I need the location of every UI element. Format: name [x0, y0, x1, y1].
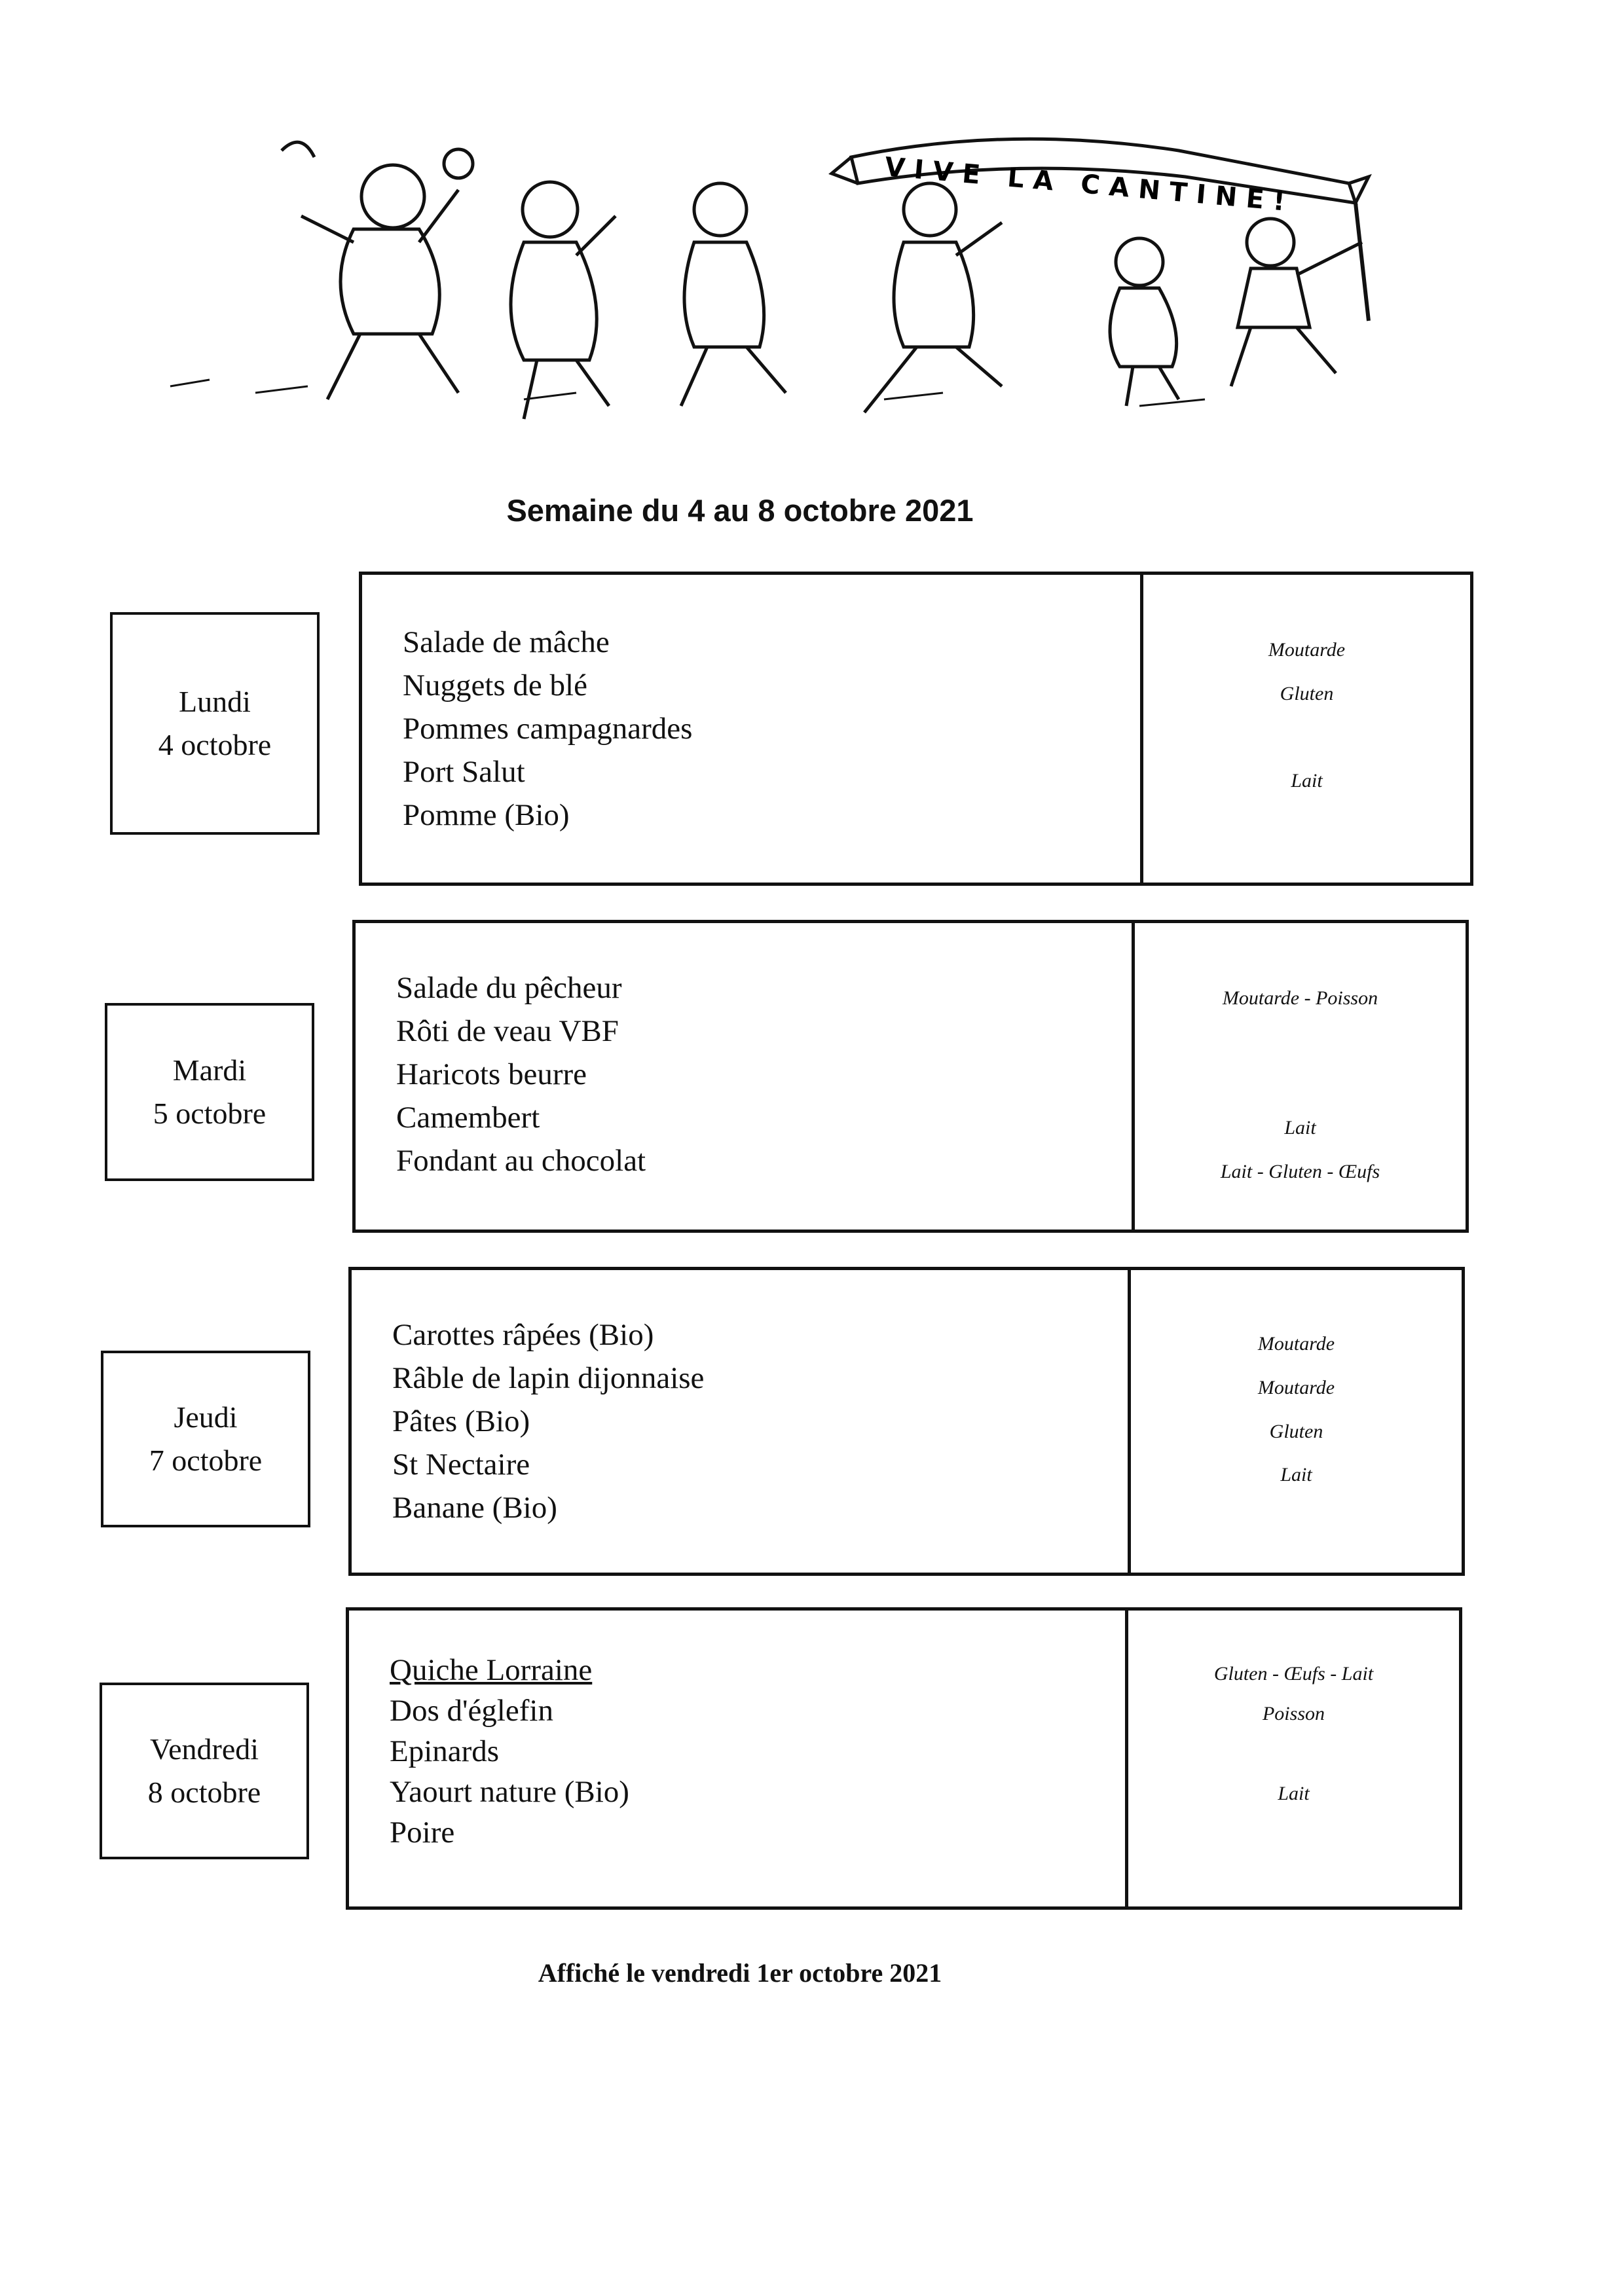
- posted-date: Affiché le vendredi 1er octobre 2021: [538, 1958, 942, 1988]
- day-label-mardi: [105, 1003, 314, 1181]
- day-date: 4 octobre: [158, 728, 272, 761]
- dish: Epinards: [390, 1734, 500, 1768]
- dish: Rôti de veau VBF: [396, 1014, 619, 1048]
- dish: Banane (Bio): [392, 1491, 557, 1525]
- day-date: 5 octobre: [153, 1097, 267, 1130]
- child-figure-5: [1231, 219, 1362, 386]
- menu-box-mardi: [352, 920, 1469, 1233]
- allergen-list: [1128, 1611, 1459, 1906]
- day-date: 7 octobre: [149, 1444, 263, 1477]
- allergen: Moutarde: [1257, 1377, 1335, 1398]
- menu-box-vendredi: [346, 1607, 1462, 1910]
- dish: Pommes campagnardes: [403, 712, 693, 746]
- allergen: Gluten - Œufs - Lait: [1213, 1663, 1374, 1685]
- dish: Dos d'églefin: [390, 1694, 553, 1728]
- dish: Fondant au chocolat: [396, 1144, 646, 1178]
- allergen: Gluten: [1269, 1421, 1323, 1442]
- allergen-list: [1131, 1270, 1462, 1573]
- allergen: Lait - Gluten - Œufs: [1220, 1161, 1380, 1182]
- week-title: Semaine du 4 au 8 octobre 2021: [506, 493, 974, 528]
- allergen-list: [1135, 923, 1466, 1230]
- day-name: Lundi: [179, 685, 251, 718]
- dish: St Nectaire: [392, 1448, 530, 1482]
- child-figure-1: [511, 182, 616, 419]
- day-label-vendredi: [100, 1683, 309, 1859]
- day-name: Jeudi: [174, 1400, 238, 1434]
- child-figure-4: [1110, 238, 1179, 406]
- allergen: Gluten: [1280, 683, 1334, 704]
- allergen-list: [1143, 575, 1470, 883]
- day-label-lundi: [110, 612, 320, 835]
- allergen: Moutarde - Poisson: [1222, 987, 1378, 1009]
- dish: Pâtes (Bio): [392, 1404, 530, 1438]
- dish: Salade du pêcheur: [396, 971, 622, 1005]
- dish: Nuggets de blé: [403, 668, 587, 702]
- dish: Poire: [390, 1815, 455, 1850]
- day-date: 8 octobre: [147, 1776, 261, 1809]
- dish-list: [349, 1611, 1128, 1906]
- dish: Haricots beurre: [396, 1057, 587, 1091]
- dish-list: [352, 1270, 1131, 1573]
- dish: Port Salut: [403, 755, 525, 789]
- allergen: Lait: [1284, 1117, 1316, 1139]
- child-figure-3: [864, 183, 1002, 412]
- dish: Pomme (Bio): [403, 798, 570, 832]
- dish: Camembert: [396, 1101, 540, 1135]
- day-label-jeudi: [101, 1351, 310, 1527]
- allergen: Lait: [1280, 1464, 1312, 1485]
- dish: Quiche Lorraine: [390, 1653, 593, 1687]
- child-figure-2: [681, 183, 786, 406]
- cantine-illustration: [157, 111, 1375, 452]
- allergen: Lait: [1278, 1783, 1310, 1804]
- dish: Carottes râpées (Bio): [392, 1318, 654, 1352]
- allergen: Poisson: [1262, 1703, 1325, 1724]
- dish: Yaourt nature (Bio): [390, 1775, 629, 1809]
- dish: Salade de mâche: [403, 625, 610, 659]
- dish-list: [362, 575, 1143, 883]
- dish: Râble de lapin dijonnaise: [392, 1361, 705, 1395]
- menu-box-jeudi: [348, 1267, 1465, 1576]
- allergen: Lait: [1291, 770, 1323, 792]
- banner-text: VIVE LA CANTINE!: [883, 152, 1296, 218]
- menu-box-lundi: [359, 572, 1473, 886]
- day-name: Mardi: [172, 1053, 247, 1087]
- dish-list: [356, 923, 1135, 1230]
- allergen: Moutarde: [1257, 1333, 1335, 1355]
- cook-figure: [282, 142, 473, 399]
- allergen: Moutarde: [1268, 639, 1346, 661]
- day-name: Vendredi: [149, 1732, 259, 1766]
